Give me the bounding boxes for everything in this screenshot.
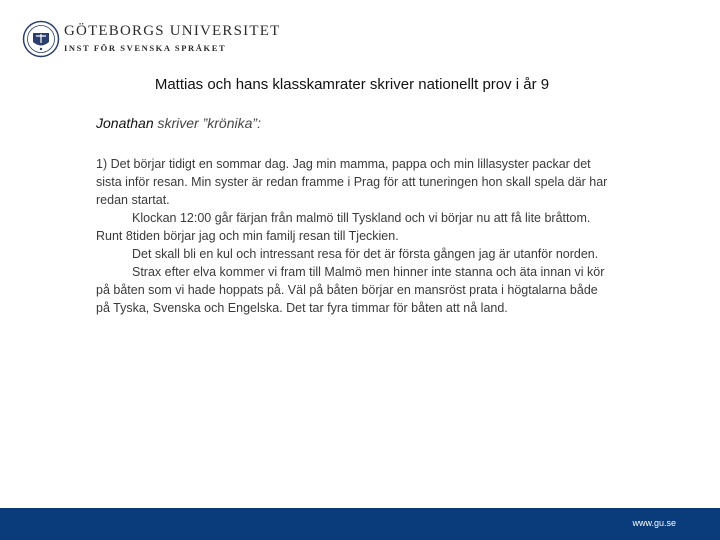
university-seal-icon bbox=[22, 20, 60, 58]
paragraph: Strax efter elva kommer vi fram till Malmö men hinner inte stanna och äta innan vi kör på båten som vi hade hoppats på. Väl på båten börjar en mansröst prata i högtalarna både på Tyska, Svenska och Engelska. Det tar fyra timmar för båten att nå land. bbox=[96, 265, 605, 315]
paragraph: Klockan 12:00 går färjan från malmö till Tyskland och vi börjar nu att få lite bråttom. Runt 8tiden börjar jag och min familj resan till Tjeckien. bbox=[96, 211, 591, 243]
subtitle bbox=[96, 115, 261, 131]
subtitle-text: skriver ”krönika”: bbox=[153, 115, 261, 131]
essay-text bbox=[96, 155, 611, 317]
paragraph: 1) Det börjar tidigt en sommar dag. Jag min mamma, pappa och min lillasyster packar det sista inför resan. Min syster är redan framme i Prag för att tuneringen hon skall spela där har redan startat. bbox=[96, 157, 608, 207]
university-name: GÖTEBORGS UNIVERSITET bbox=[64, 23, 281, 39]
footer-url-link[interactable]: www.gu.se bbox=[632, 518, 676, 528]
page-title: Mattias och hans klasskamrater skriver nationellt prov i år 9 bbox=[154, 76, 550, 93]
university-header bbox=[22, 20, 322, 60]
paragraph: Det skall bli en kul och intressant resa för det är första gången jag är utanför norden. bbox=[132, 247, 599, 261]
author-name: Jonathan bbox=[96, 115, 154, 131]
footer-bar bbox=[0, 508, 720, 540]
department-name: INST FÖR SVENSKA SPRÅKET bbox=[64, 43, 227, 53]
